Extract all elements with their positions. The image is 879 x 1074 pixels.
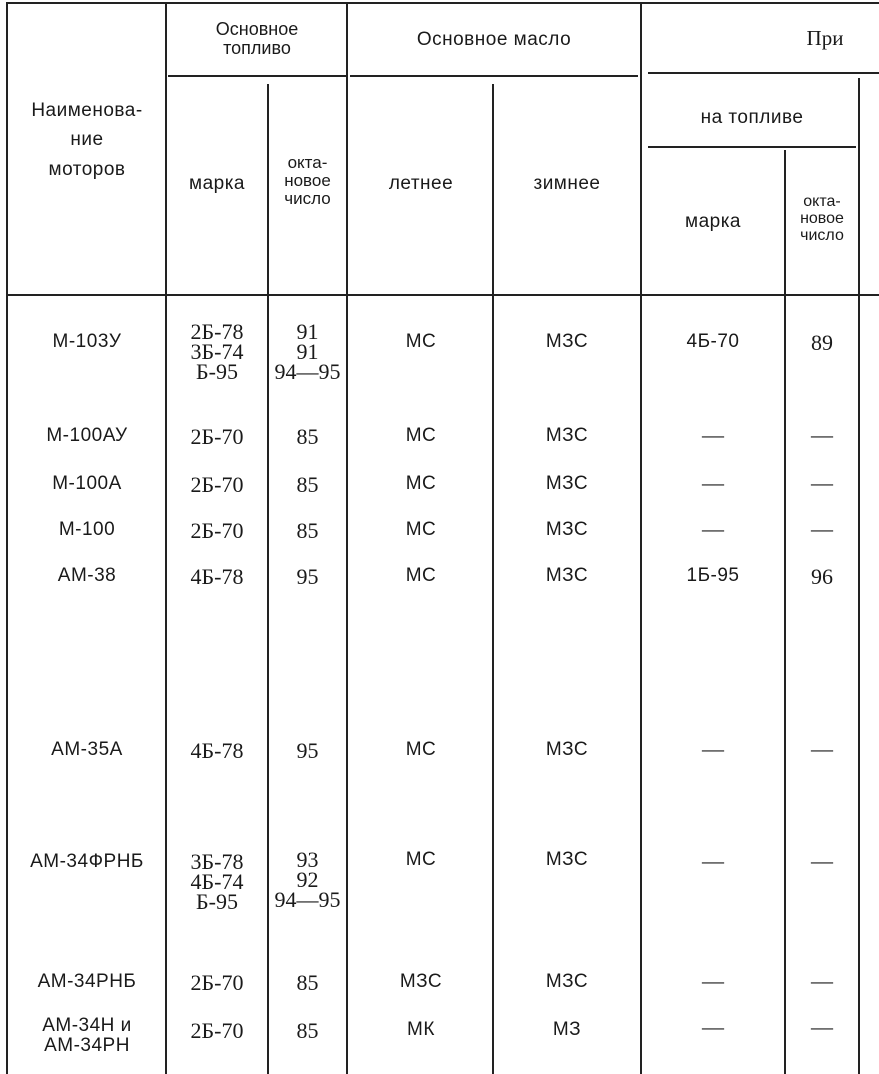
octane-cell: 85 [296, 472, 319, 497]
oil-winter-cell: МЗ [552, 1019, 582, 1040]
fuel-mark-cell: 3Б-78 4Б-74 Б-95 [190, 849, 244, 915]
alt-mark-cell: — [702, 470, 724, 495]
octane-cell: 91 91 94—95 [274, 319, 341, 385]
engine-name: М-100 [58, 519, 116, 540]
engine-name: АМ-38 [57, 565, 117, 586]
oil-summer-cell: МС [405, 739, 437, 760]
engine-name: АМ-34ФРНБ [30, 851, 144, 872]
header-engine-name: Наименова- ние моторов [31, 100, 143, 180]
header-main-fuel: Основное топливо [215, 19, 299, 58]
oil-summer-cell: МС [405, 565, 437, 586]
fuel-group-rule [168, 75, 346, 77]
alt-mark-cell: 4Б-70 [686, 331, 740, 352]
other-group-rule [648, 72, 879, 74]
header-fuel-octane: окта- новое число [284, 153, 331, 208]
alt-mark-cell: — [702, 848, 724, 873]
oil-summer-cell: МК [407, 1019, 435, 1040]
rule-fuel-oil [346, 2, 348, 1074]
header-on-fuel: на топливе [700, 107, 804, 128]
engine-name: М-100АУ [46, 425, 128, 446]
alt-octane-cell: — [811, 422, 833, 447]
alt-octane-cell: — [811, 736, 833, 761]
fuel-mark-cell: 4Б-78 [190, 564, 244, 589]
fuel-mark-cell: 4Б-78 [190, 738, 244, 763]
alt-octane-cell: 96 [811, 564, 833, 589]
fuel-mark-cell: 2Б-70 [190, 1018, 244, 1043]
alt-octane-cell: — [811, 848, 833, 873]
oil-summer-cell: МС [405, 425, 437, 446]
header-oil-winter: зимнее [533, 173, 601, 194]
oil-summer-cell: МС [405, 849, 437, 870]
fuel-mark-cell: 2Б-70 [190, 424, 244, 449]
on-fuel-rule [648, 146, 856, 148]
fuel-mark-cell: 2Б-78 3Б-74 Б-95 [190, 319, 244, 385]
alt-octane-cell: 89 [811, 330, 833, 355]
octane-cell: 85 [296, 518, 319, 543]
fuel-mark-cell: 2Б-70 [190, 518, 244, 543]
engine-name: АМ-35А [51, 739, 123, 760]
alt-mark-cell: — [702, 516, 724, 541]
oil-winter-cell: МЗС [545, 849, 589, 870]
header-alt-octane: окта- новое число [800, 193, 844, 244]
header-main-oil: Основное масло [416, 29, 572, 50]
octane-cell: 95 [296, 564, 319, 589]
oil-winter-cell: МЗС [545, 473, 589, 494]
oil-group-rule [350, 75, 638, 77]
header-bottom-rule [6, 294, 879, 296]
fuel-mark-cell: 2Б-70 [190, 472, 244, 497]
rule-right [858, 78, 860, 1074]
alt-mark-cell: — [702, 968, 724, 993]
alt-mark-cell: — [702, 736, 724, 761]
engine-name: М-100А [52, 473, 122, 494]
oil-summer-cell: МС [405, 473, 437, 494]
octane-cell: 85 [296, 424, 319, 449]
alt-octane-cell: — [811, 968, 833, 993]
octane-cell: 85 [296, 1018, 319, 1043]
oil-summer-cell: МС [405, 331, 437, 352]
rule-altmark-altoctane [784, 150, 786, 1074]
engine-name: АМ-34Н и АМ-34РН [42, 1015, 132, 1056]
alt-octane-cell: — [811, 516, 833, 541]
oil-winter-cell: МЗС [545, 425, 589, 446]
oil-summer-cell: МС [405, 519, 437, 540]
alt-mark-cell: — [702, 422, 724, 447]
oil-winter-cell: МЗС [545, 739, 589, 760]
oil-winter-cell: МЗС [545, 971, 589, 992]
oil-winter-cell: МЗС [545, 519, 589, 540]
alt-mark-cell: — [702, 1014, 724, 1039]
engine-name: М-103У [52, 331, 122, 352]
header-fuel-mark: марка [189, 173, 245, 194]
alt-octane-cell: — [811, 1014, 833, 1039]
header-other: При [806, 26, 844, 50]
octane-cell: 95 [296, 738, 319, 763]
octane-cell: 85 [296, 970, 319, 995]
header-alt-mark: марка [685, 211, 741, 232]
fuel-mark-cell: 2Б-70 [190, 970, 244, 995]
oil-winter-cell: МЗС [545, 565, 589, 586]
oil-summer-cell: МЗС [399, 971, 443, 992]
engine-name: АМ-34РНБ [37, 971, 137, 992]
octane-cell: 93 92 94—95 [274, 847, 341, 913]
alt-octane-cell: — [811, 470, 833, 495]
alt-mark-cell: 1Б-95 [686, 565, 740, 586]
oil-winter-cell: МЗС [545, 331, 589, 352]
top-rule [6, 2, 879, 4]
header-oil-summer: летнее [388, 173, 454, 194]
